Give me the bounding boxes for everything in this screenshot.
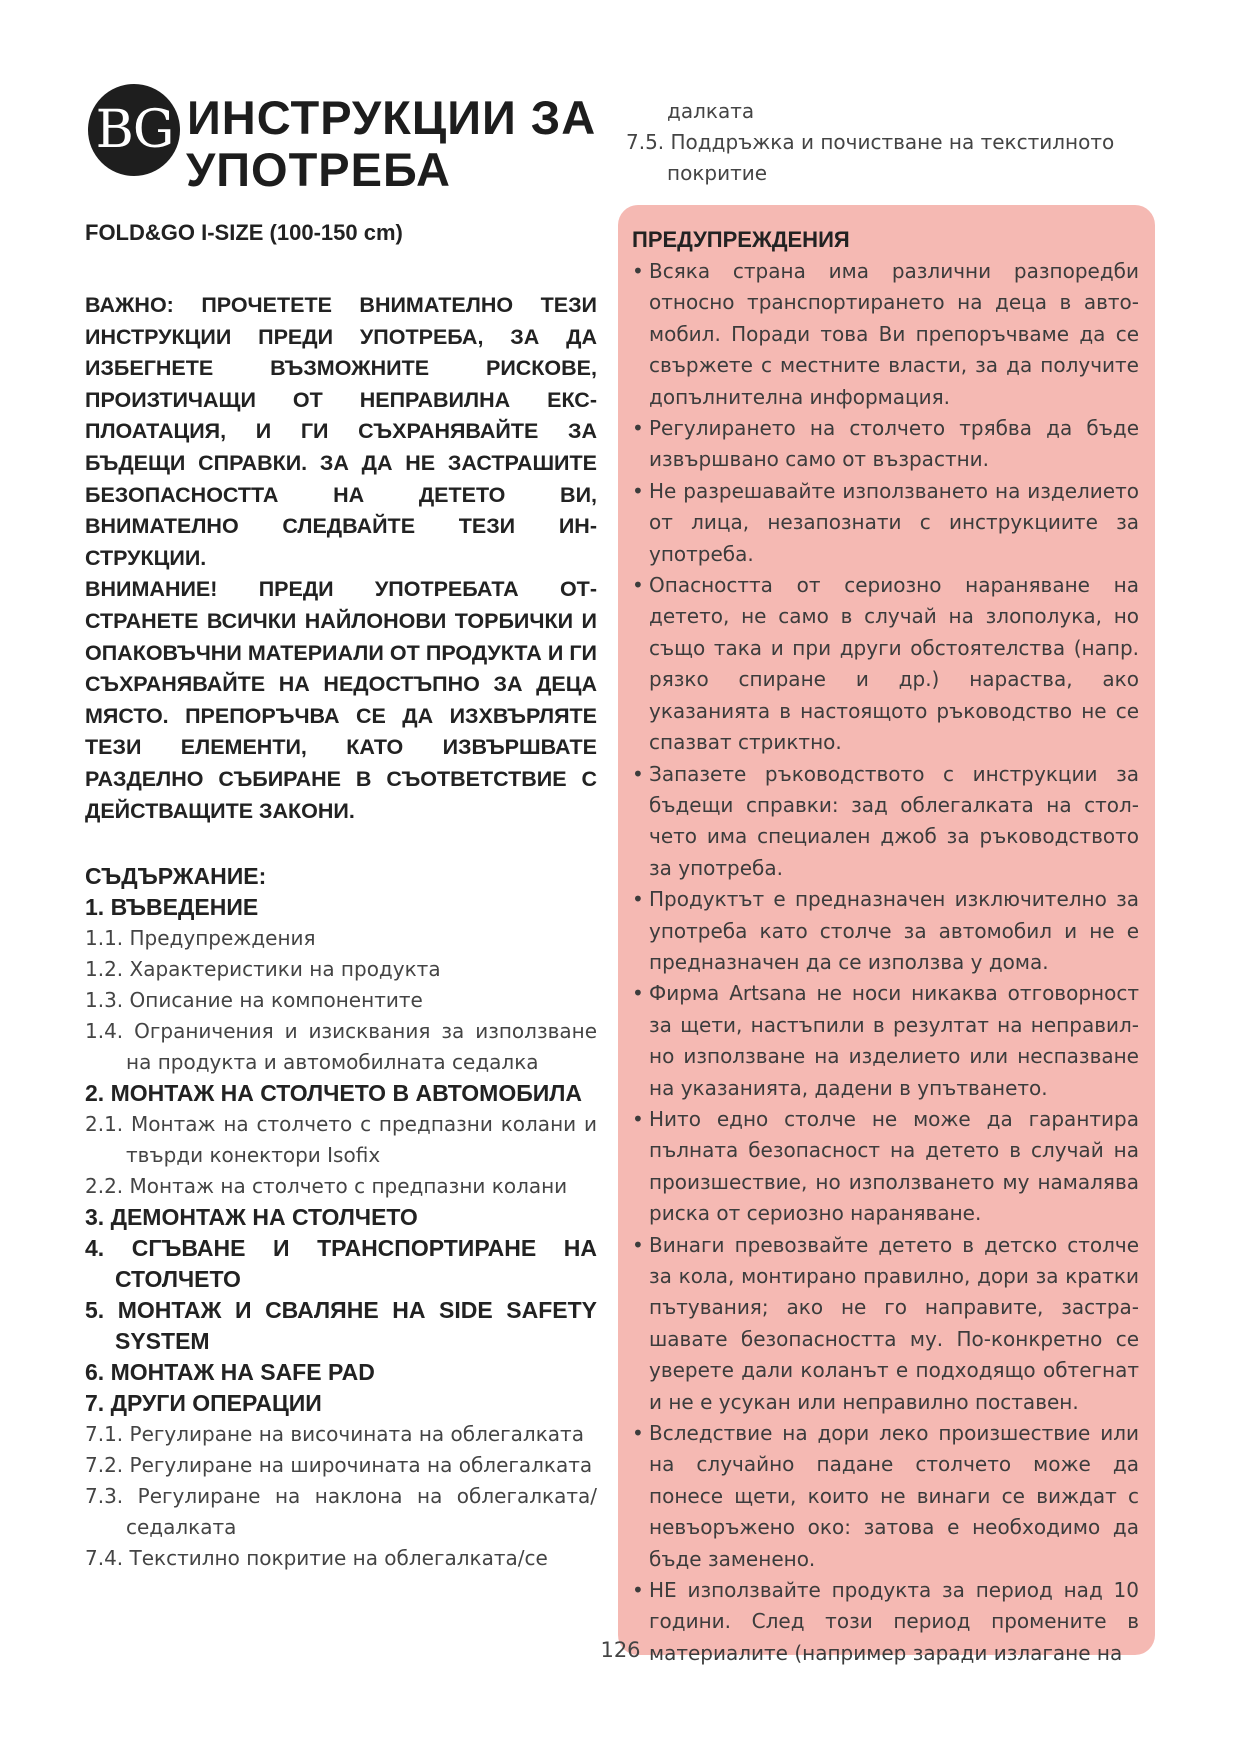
bullet-icon: • <box>632 1106 644 1131</box>
toc-heading: СЪДЪРЖАНИЕ: <box>85 863 267 890</box>
toc-subsection: 7.1. Регулиране на височината на облегалката <box>85 1422 584 1447</box>
attention-notice: ВНИМАНИЕ! ПРЕДИ УПОТРЕБАТА ОТСТРАНЕТЕ ВСИЧКИ НАЙЛОНОВИ ТОРБИЧКИ И ОПАКОВЪЧНИ МАТЕРИАЛИ ОТ ПРОДУКТА И ГИ СЪХРАНЯВАЙТЕ НА НЕДОСТЪПНО ЗА ДЕЦА МЯСТО. ПРЕПОРЪЧВА СЕ ДА ИЗХВЪРЛЯТЕ ТЕЗИ ЕЛЕМЕНТИ, КАТО ИЗВЪРШВАТЕ РАЗДЕЛНО СЪБИРАНЕ В СЪОТВЕТСТВИЕ С ДЕЙСТВАЩИТЕ ЗАКОНИ. <box>85 577 597 823</box>
warning-text: Регулирането на столчето трябва да бъде извършвано само от възрастни. <box>649 416 1139 472</box>
warning-item <box>632 1230 1139 1418</box>
warning-item <box>632 570 1139 758</box>
important-notice: ВАЖНО: ПРОЧЕТЕТЕ ВНИМАТЕЛНО ТЕЗИ ИНСТРУКЦИИ ПРЕДИ УПОТРЕБА, ЗА ДА ИЗБЕГНЕТЕ ВЪЗМОЖНИТЕ РИСКОВЕ, ПРОИЗТИЧАЩИ ОТ НЕПРАВИЛНА ЕКСПЛОАТАЦИЯ, И ГИ СЪХРАНЯВАЙТЕ ЗА БЪДЕЩИ СПРАВКИ. ЗА ДА НЕ ЗАСТРАШИТЕ БЕЗОПАСНОСТТА НА ДЕТЕТО ВИ, ВНИМАТЕЛНО СЛЕДВАЙТЕ ТЕЗИ ИНСТРУКЦИИ. <box>85 293 597 570</box>
warning-text: Фирма Artsana не носи никаква отговорност за щети, настъпили в резултат на неправилно използване на изделието или неспазване на указанията, дадени в упътването. <box>649 981 1139 1100</box>
warning-item <box>632 884 1139 978</box>
toc-section: 2. МОНТАЖ НА СТОЛЧЕТО В АВТОМОБИЛА <box>85 1080 583 1107</box>
toc-entry-7-5: 7.5. Поддръжка и почистване на текстилното покритие <box>626 130 1115 185</box>
page-number: 126 <box>600 1638 641 1662</box>
toc-section: 6. МОНТАЖ НА SAFE PAD <box>85 1359 375 1386</box>
toc-subsection: 7.2. Регулиране на широчината на облегалката <box>85 1453 593 1478</box>
warning-text: Винаги превозвайте детето в детско столче за кола, монтирано правилно, дори за кратки пътувания; ако не го направите, застрашавате безопасността му. По-конкретно се уверете дали коланът е подходящо обтегнат и не е усукан или неправилно поставен. <box>649 1232 1139 1414</box>
warning-item <box>632 1418 1139 1575</box>
toc-section: 3. ДЕМОНТАЖ НА СТОЛЧЕТО <box>85 1204 418 1231</box>
toc-subsection: 2.1. Монтаж на столчето с предпазни колани и твърди конектори Isofix <box>85 1112 597 1168</box>
toc-continued-text: далката <box>667 99 755 123</box>
bullet-icon: • <box>632 1578 644 1603</box>
page-title <box>187 92 596 196</box>
warning-item <box>632 978 1139 1104</box>
page-title-line1: ИНСТРУКЦИИ ЗА <box>187 91 597 144</box>
bullet-icon: • <box>632 887 644 912</box>
warning-item <box>632 476 1139 570</box>
bullet-icon: • <box>632 259 644 283</box>
warning-item <box>632 256 1139 413</box>
warning-item <box>632 1104 1139 1230</box>
toc-subsection: 1.1. Предупреждения <box>85 926 316 951</box>
bullet-icon: • <box>632 478 644 503</box>
warning-text: НЕ използвайте продукта за период над 10 години. След този период промените в материалите (например заради излагане на <box>649 1578 1139 1665</box>
warning-text: Опасността от сериозно нараняване на детето, не само в случай на злополука, но също така и при други обстоятелства (напр. рязко спиране и др.) нараства, ако указанията в настоящото ръководство не се спазват стриктно. <box>649 573 1139 755</box>
warning-text: Вследствие на дори леко произшествие или на случайно падане столчето може да понесе щети, които не винаги се виждат с невъоръжено око: затова е необходимо да бъде заменено. <box>649 1421 1139 1571</box>
bullet-icon: • <box>632 761 644 786</box>
toc-section: 4. СГЪВАНЕ И ТРАНСПОРТИРАНЕ НА СТОЛЧЕТО <box>85 1235 597 1293</box>
bullet-icon: • <box>632 573 644 598</box>
warning-item <box>632 759 1139 885</box>
toc-subsection: 1.3. Описание на компонентите <box>85 988 423 1013</box>
bullet-icon: • <box>632 416 644 441</box>
warnings-list <box>632 256 1139 1669</box>
toc-section: 7. ДРУГИ ОПЕРАЦИИ <box>85 1390 322 1417</box>
bullet-icon: • <box>632 1232 644 1257</box>
warning-text: Не разрешавайте използването на изделието от лица, незапознати с инструкциите за употреба. <box>649 478 1139 566</box>
toc-subsection: 7.3. Регулиране на наклона на облегалката/седалката <box>85 1484 597 1540</box>
toc-subsection: 2.2. Монтаж на столчето с предпазни колани <box>85 1174 568 1199</box>
toc-section: 5. МОНТАЖ И СВАЛЯНЕ НА SIDE SAFETY SYSTEM <box>85 1297 597 1355</box>
warning-item <box>632 413 1139 476</box>
warning-text: Запазете ръководството с инструкции за бъдещи справки: зад облегалката на столчето има специален джоб за ръководството за употреба. <box>649 761 1139 880</box>
page-title-line2: УПОТРЕБА <box>186 143 451 196</box>
bullet-icon: • <box>632 1421 644 1446</box>
toc-subsection: 1.2. Характеристики на продукта <box>85 957 441 982</box>
warnings-title: ПРЕДУПРЕЖДЕНИЯ <box>632 227 850 252</box>
toc-subsection: 7.4. Текстилно покритие на облегалката/се <box>85 1546 548 1571</box>
bullet-icon: • <box>632 981 644 1006</box>
warning-text: Всяка страна има различни разпоредби относно транспортирането на деца в автомобил. Поради това Ви препоръчваме да се свържете с местните власти, за да получите допълнителна информация. <box>649 259 1139 409</box>
language-badge: BG <box>88 84 180 176</box>
toc-section: 1. ВЪВЕДЕНИЕ <box>85 894 259 921</box>
toc-continuation <box>626 96 1146 189</box>
left-column <box>85 220 597 1574</box>
warning-text: Нито едно столче не може да гарантира пълната безопасност на детето в случай на произшествие, но използването му намалява риска от сериозно нараняване. <box>649 1106 1139 1226</box>
warning-text: Продуктът е предназначен изключително за употреба като столче за автомобил и не е предназначен да се използва у дома. <box>649 887 1139 974</box>
product-name: FOLD&GO I-SIZE (100-150 cm) <box>85 220 403 245</box>
toc-subsection: 1.4. Ограничения и изисквания за използване на продукта и автомобилната седалка <box>85 1019 597 1075</box>
table-of-contents <box>85 892 597 1574</box>
